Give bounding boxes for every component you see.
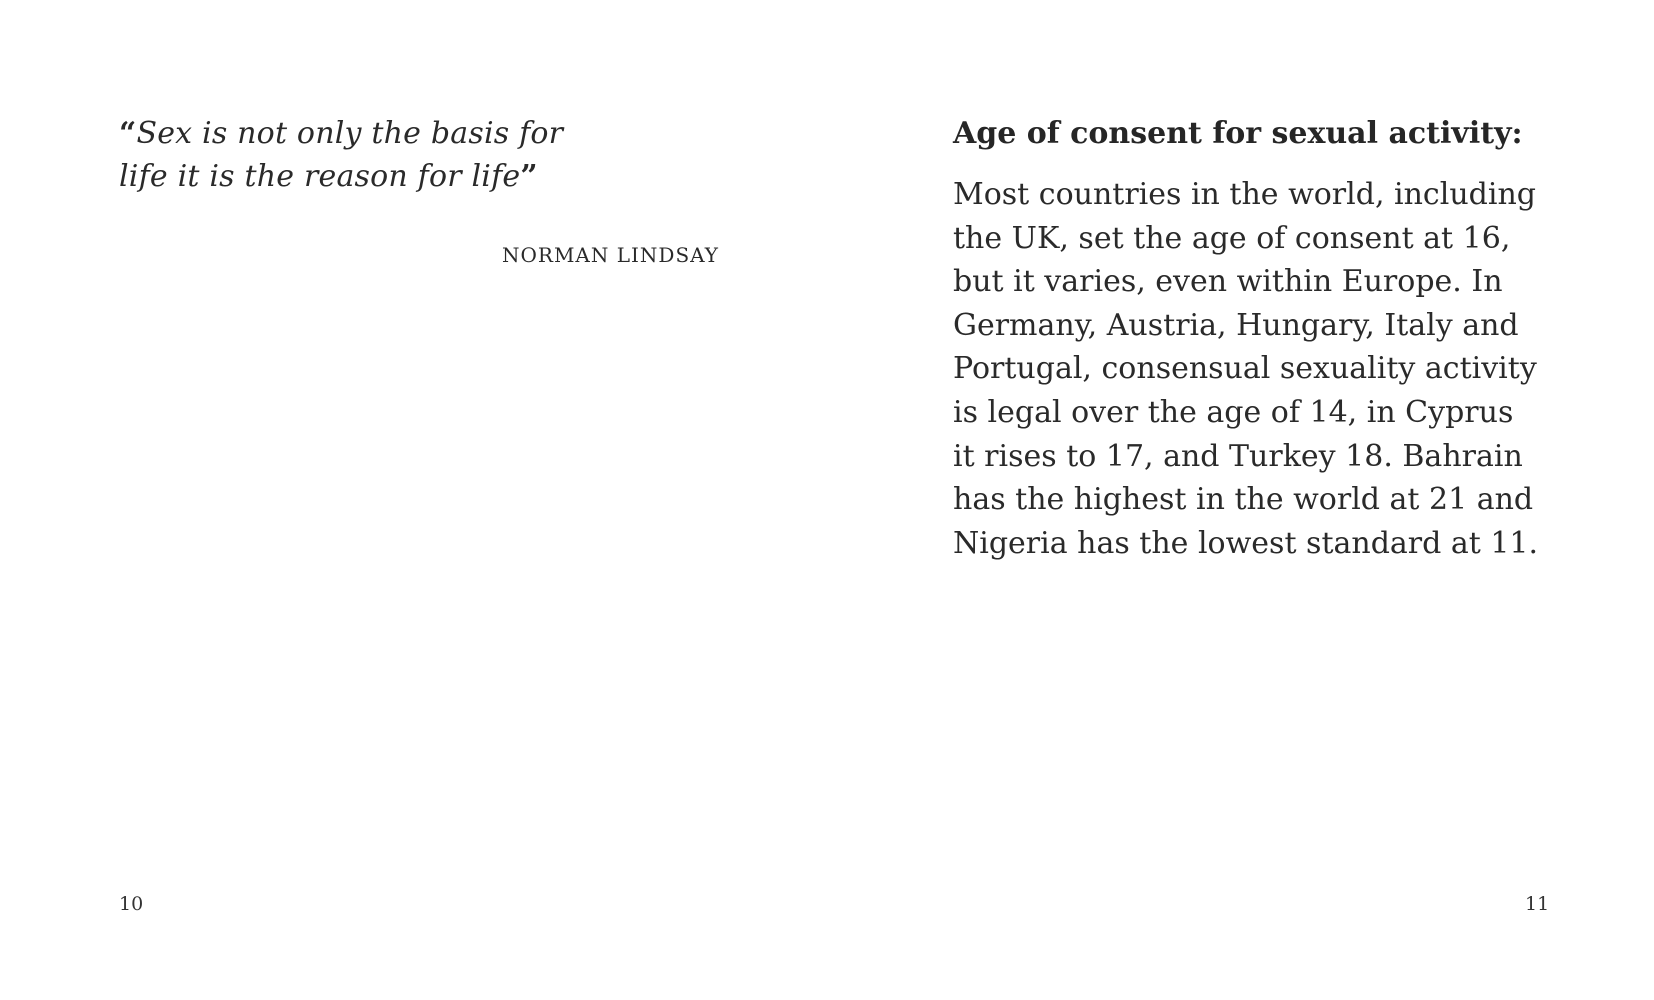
page-number-right: 11 xyxy=(1525,893,1550,915)
body-line: is legal over the age of 14, in Cyprus xyxy=(953,394,1514,430)
quote-line-2: life it is the reason for life xyxy=(119,159,521,194)
close-quote-mark: ” xyxy=(520,159,538,194)
page-number-left: 10 xyxy=(119,893,144,915)
body-line: has the highest in the world at 21 and xyxy=(953,482,1534,518)
quote-line-1: Sex is not only the basis for xyxy=(136,116,564,151)
right-page xyxy=(827,0,1654,1000)
quote-attribution: NORMAN LINDSAY xyxy=(502,243,719,267)
body-paragraph xyxy=(953,173,1553,565)
body-line: it rises to 17, and Turkey 18. Bahrain xyxy=(953,438,1523,474)
body-line: Germany, Austria, Hungary, Italy and xyxy=(953,307,1519,343)
body-line: Most countries in the world, including xyxy=(953,177,1536,212)
quote xyxy=(119,112,679,198)
body-line: Nigeria has the lowest standard at 11. xyxy=(953,525,1539,561)
open-quote-mark: “ xyxy=(119,116,137,151)
body-line: but it varies, even within Europe. In xyxy=(953,264,1503,300)
body-line: the UK, set the age of consent at 16, xyxy=(953,220,1511,256)
body-line: Portugal, consensual sexuality activity xyxy=(953,351,1537,387)
section-heading: Age of consent for sexual activity: xyxy=(953,116,1523,151)
